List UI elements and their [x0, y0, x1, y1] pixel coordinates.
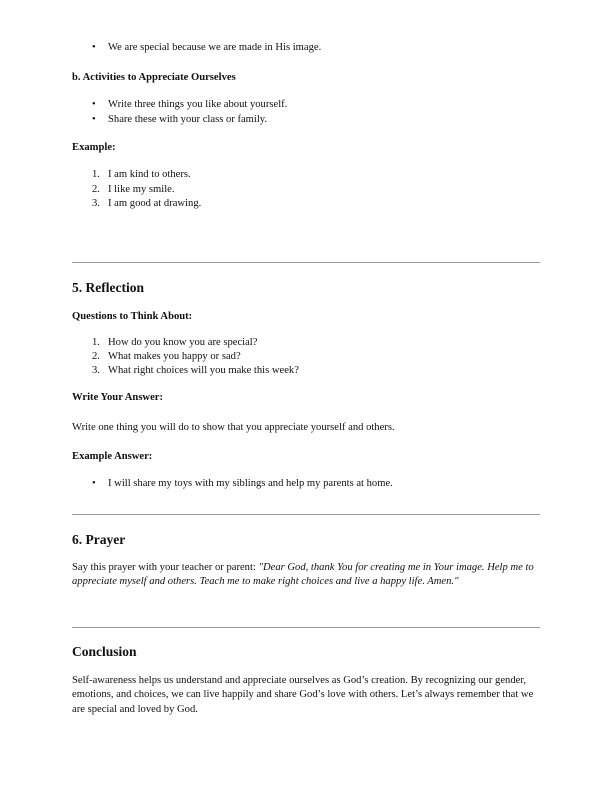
list-text: What right choices will you make this week? [108, 365, 299, 376]
list-text: I am good at drawing. [108, 198, 202, 209]
list-item: 1. How do you know you are special? [92, 337, 258, 348]
bullet-item: • I will share my toys with my siblings and help my parents at home. [92, 478, 393, 489]
divider [72, 262, 540, 263]
conclusion-text: Self-awareness helps us understand and appreciate ourselves as God’s creation. By recognizing our gender, emotions, and choices, we can live happily and share God’s love with others. Let’s always remember that we are special and loved by God. [72, 675, 534, 715]
divider [72, 627, 540, 628]
prayer-paragraph [72, 561, 542, 590]
list-item: 2. What makes you happy or sad? [92, 351, 241, 362]
list-item: 1. I am kind to others. [92, 169, 191, 180]
prayer-title: 6. Prayer [72, 532, 126, 547]
bullet-item: • We are special because we are made in His image. [92, 42, 322, 53]
bullet-text: I will share my toys with my siblings and help my parents at home. [108, 478, 393, 489]
list-text: What makes you happy or sad? [108, 351, 241, 362]
list-item: 3. I am good at drawing. [92, 198, 202, 209]
example-heading: Example: [72, 142, 116, 153]
list-text: I am kind to others. [108, 169, 191, 180]
bullet-item: • Write three things you like about yourself. [92, 99, 288, 110]
list-text: I like my smile. [108, 184, 175, 195]
list-text: How do you know you are special? [108, 337, 258, 348]
bullet-text: We are special because we are made in His image. [108, 42, 322, 53]
bullet-text: Share these with your class or family. [108, 114, 268, 125]
activities-heading: b. Activities to Appreciate Ourselves [72, 72, 236, 83]
example-answer-heading: Example Answer: [72, 451, 153, 462]
prayer-intro: Say this prayer with your teacher or parent: [72, 562, 259, 573]
divider [72, 514, 540, 515]
questions-heading: Questions to Think About: [72, 311, 193, 322]
prayer-text: "Dear God, thank You for creating me in Your image. Help me to appreciate myself and others. Teach me to make right choices and live a happy life. Amen." [72, 562, 534, 588]
write-heading: Write Your Answer: [72, 392, 164, 403]
bullet-text: Write three things you like about yourself. [108, 99, 288, 110]
write-text: Write one thing you will do to show that you appreciate yourself and others. [72, 422, 395, 433]
list-item: 2. I like my smile. [92, 184, 175, 195]
bullet-item: • Share these with your class or family. [92, 114, 268, 125]
reflection-title: 5. Reflection [72, 280, 144, 295]
list-item: 3. What right choices will you make this week? [92, 365, 299, 376]
conclusion-title: Conclusion [72, 644, 137, 659]
